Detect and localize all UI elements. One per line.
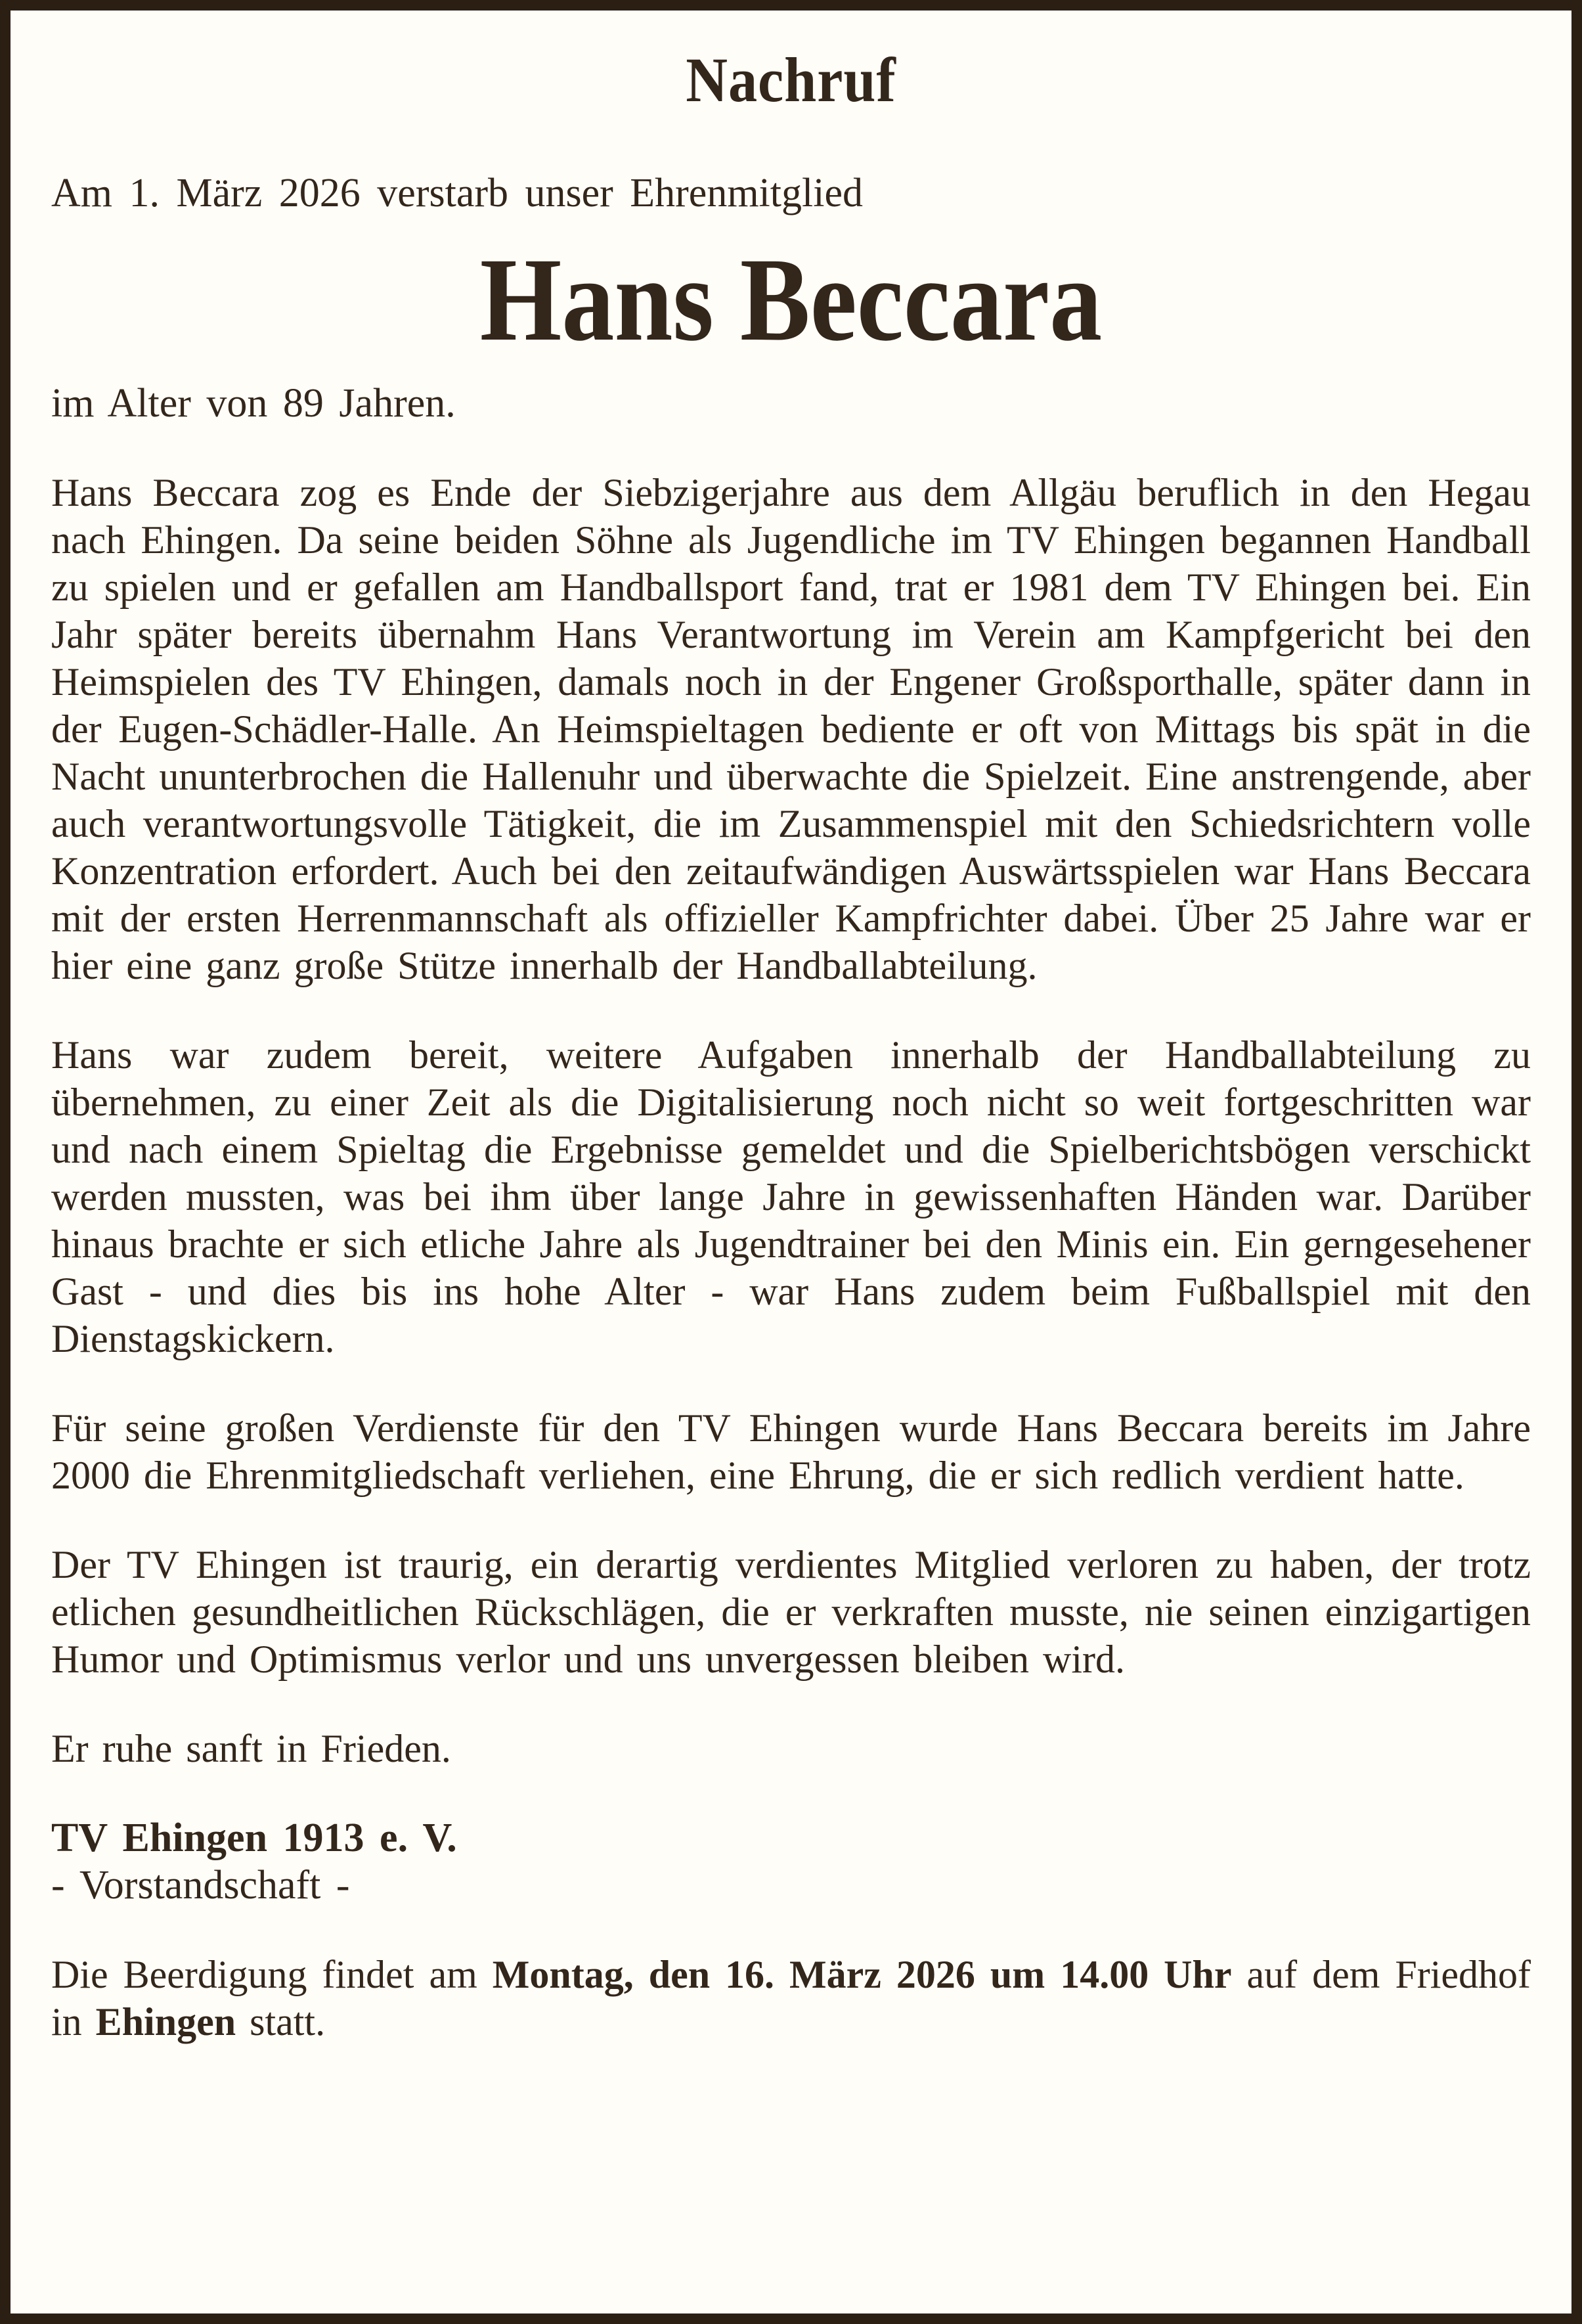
paragraph-further-duties: Hans war zudem bereit, weitere Aufgaben innerhalb der Handballabteilung zu übernehmen, zu einer Zeit als die Digitalisierung noch nicht so weit fortgeschritten war und nach einem Spieltag die Ergebnisse gemeldet und die Spielberichtsbögen verschickt werden mussten, was bei ihm über lange Jahre in gewissenhaften Händen war. Darüber hinaus brachte er sich etliche Jahre als Jugendtrainer bei den Minis ein. Ein gerngesehener Gast - und dies bis ins hohe Alter - war Hans zudem beim Fußballspiel mit den Dienstagskickern.	[51, 1033, 1531, 1360]
funeral-notice	[51, 1951, 1531, 2045]
age-line: im Alter von 89 Jahren.	[51, 381, 456, 426]
deceased-name: Hans Beccara	[479, 234, 1103, 366]
intro-line: Am 1. März 2026 verstarb unser Ehrenmitglied	[51, 171, 863, 215]
farewell-line: Er ruhe sanft in Frieden.	[51, 1727, 451, 1770]
paragraph-handball-history: Hans Beccara zog es Ende der Siebzigerjahre aus dem Allgäu beruflich in den Hegau nach Ehingen. Da seine beiden Söhne als Jugendliche im TV Ehingen begannen Handball zu spielen und er gefallen am Handballsport fand, trat er 1981 dem TV Ehingen bei. Ein Jahr später bereits übernahm Hans Verantwortung im Verein am Kampfgericht bei den Heimspielen des TV Ehingen, damals noch in der Engener Großsporthalle, später dann in der Eugen-Schädler-Halle. An Heimspieltagen bediente er oft von Mittags bis spät in die Nacht ununterbrochen die Hallenuhr und überwachte die Spielzeit. Eine anstrengende, aber auch verantwortungsvolle Tätigkeit, die im Zusammenspiel mit den Schiedsrichtern volle Konzentration erfordert. Auch bei den zeitaufwändigen Auswärtsspielen war Hans Beccara mit der ersten Herrenmannschaft als offizieller Kampfrichter dabei. Über 25 Jahre war er hier eine ganz große Stütze innerhalb der Handballabteilung.	[51, 471, 1531, 987]
funeral-text-middle: auf dem Friedhof in	[51, 1953, 1531, 2044]
signature-club: TV Ehingen 1913 e. V.	[51, 1816, 457, 1860]
funeral-text-suffix: statt.	[236, 2000, 326, 2044]
paragraph-honorary-membership: Für seine großen Verdienste für den TV Ehingen wurde Hans Beccara bereits im Jahre 2000 die Ehrenmitgliedschaft verliehen, eine Ehrung, die er sich redlich verdient hatte.	[51, 1406, 1531, 1497]
page-title: Nachruf	[686, 45, 896, 115]
signature-board: - Vorstandschaft -	[51, 1863, 350, 1908]
paragraph-mourning: Der TV Ehingen ist traurig, ein derartig verdientes Mitglied verloren zu haben, der trotz etlichen gesundheitlichen Rückschlägen, die er verkraften musste, nie seinen einzigartigen Humor und Optimismus verlor und uns unvergessen bleiben wird.	[51, 1543, 1531, 1681]
funeral-place-bold: Ehingen	[95, 2000, 236, 2044]
funeral-date-bold: Montag, den 16. März 2026 um 14.00 Uhr	[492, 1953, 1232, 1996]
funeral-text-prefix: Die Beerdigung findet am	[51, 1953, 493, 1996]
